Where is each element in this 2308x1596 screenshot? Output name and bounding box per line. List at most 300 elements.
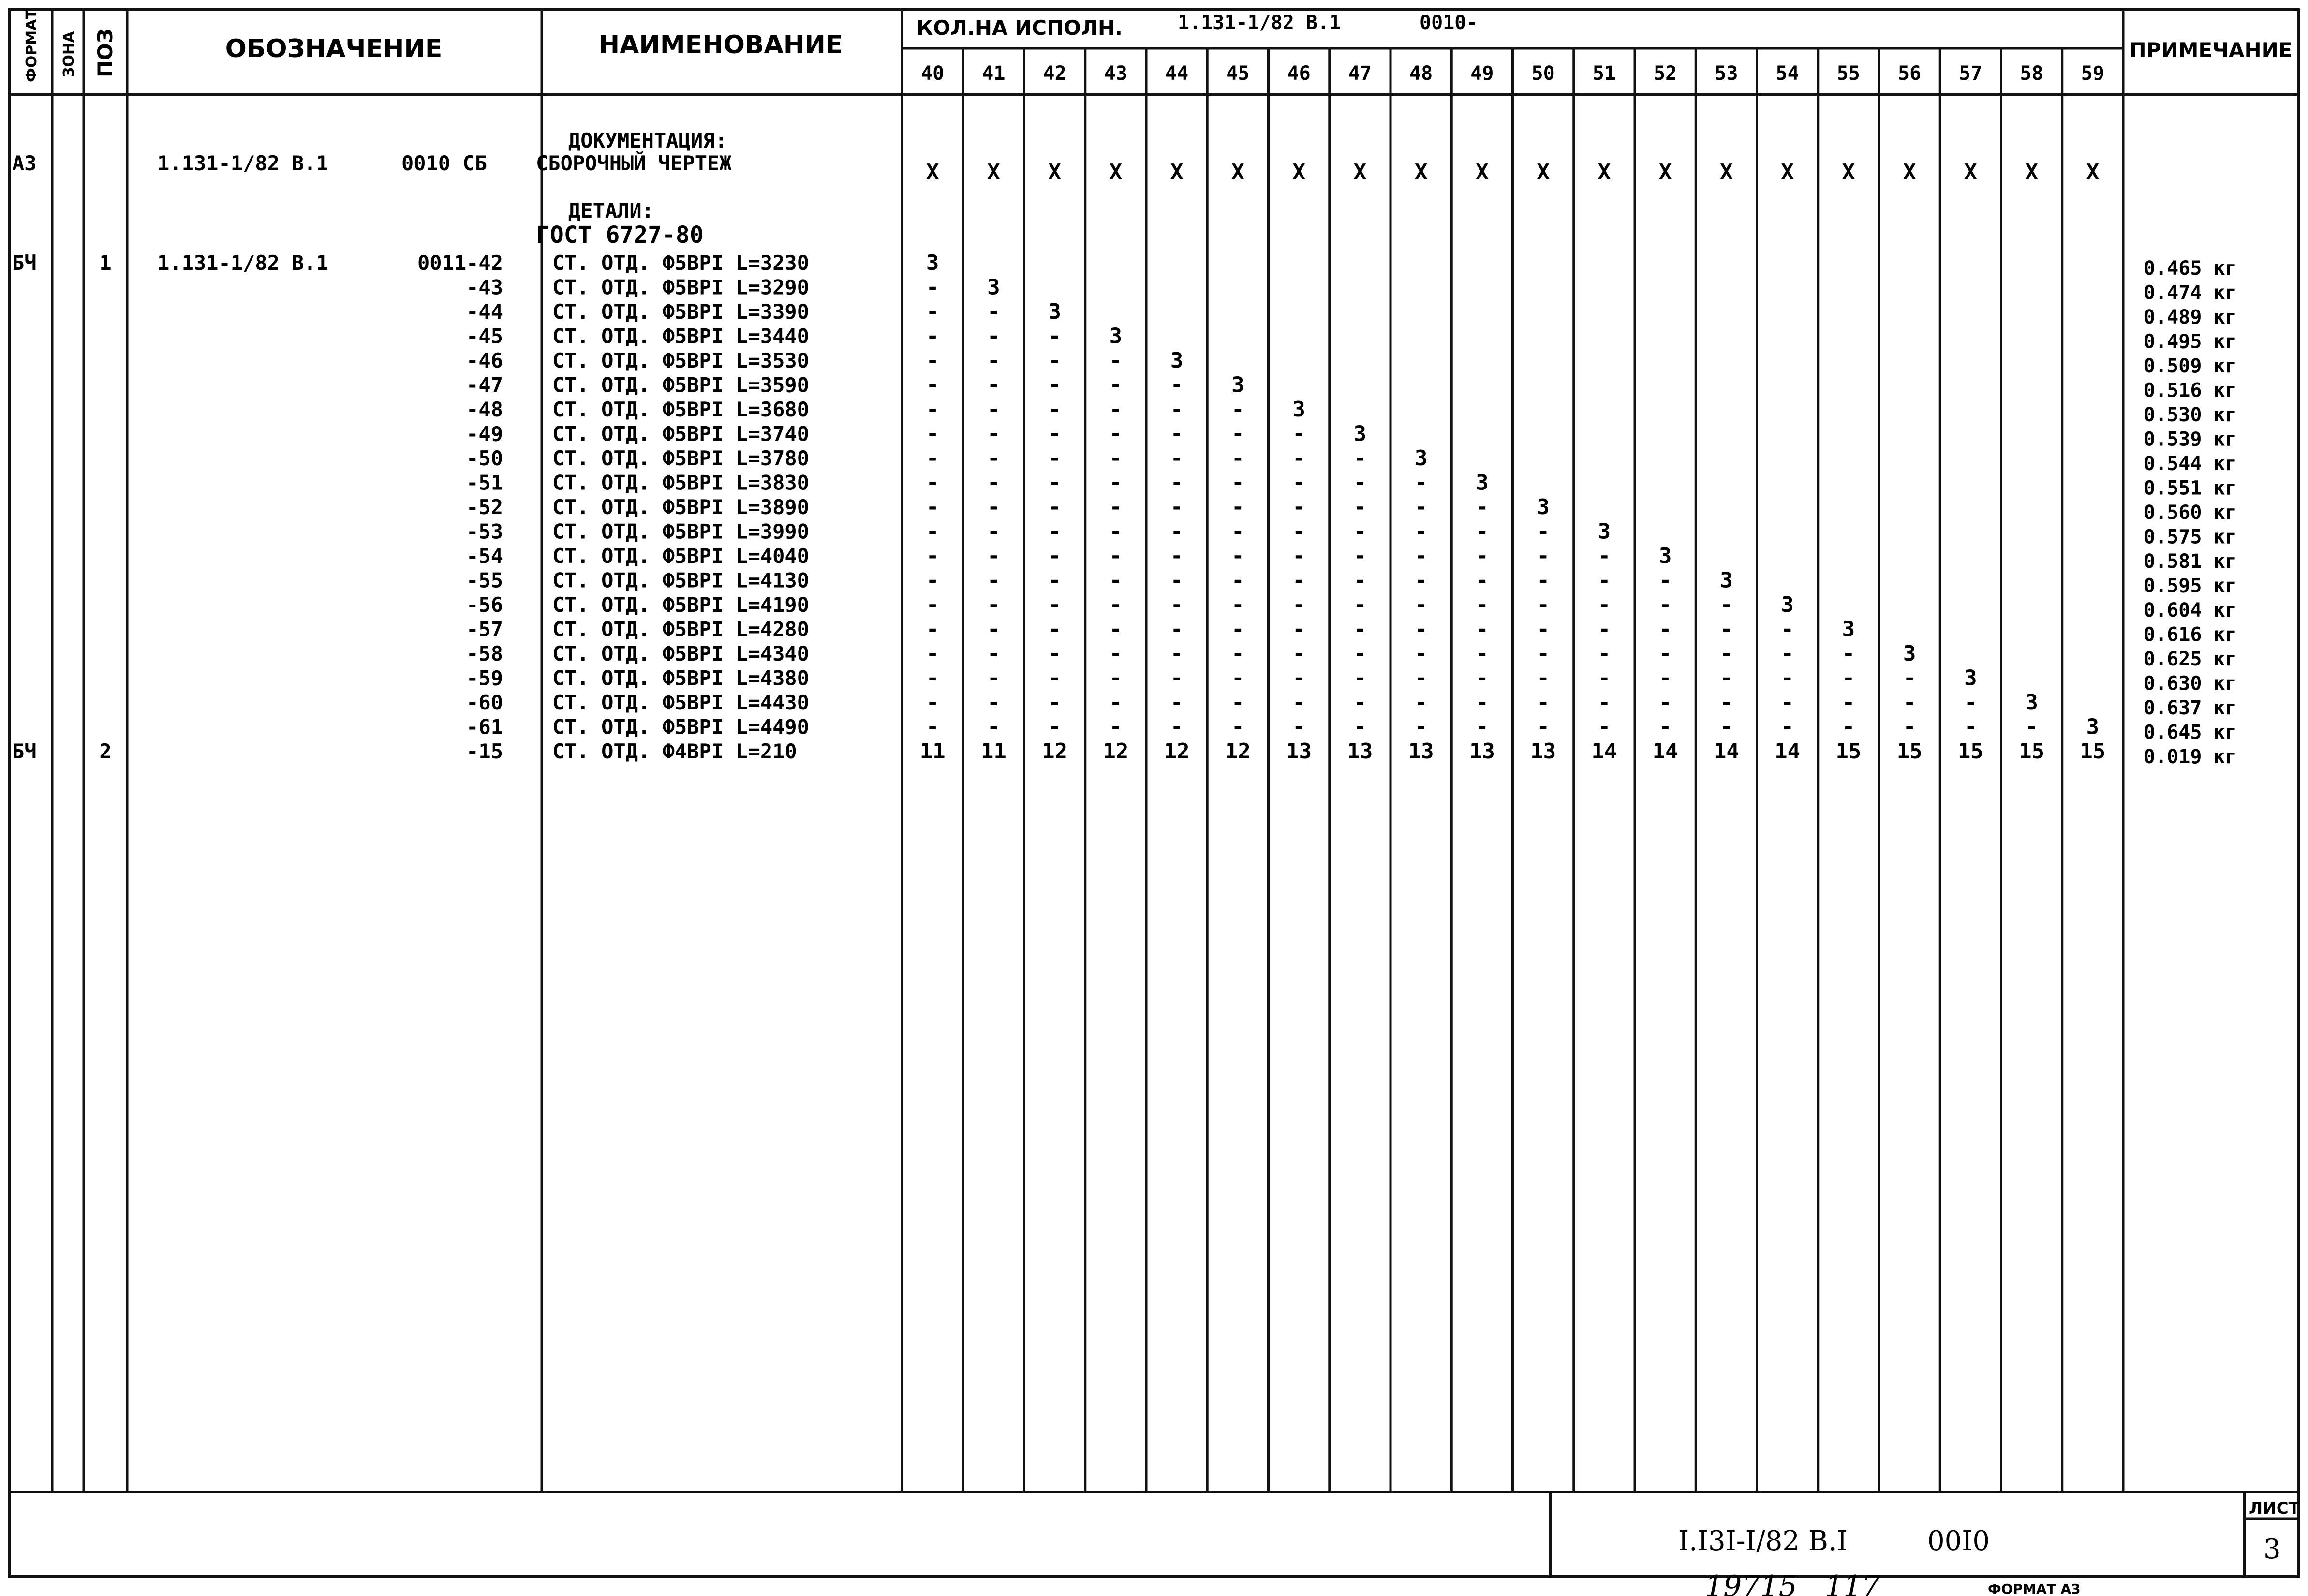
row-quantity: - (1414, 470, 1428, 495)
row-quantity: - (1658, 665, 1672, 691)
row-quantity: - (1231, 617, 1244, 642)
row-quantity: - (1720, 714, 1733, 739)
row-quantity: - (1903, 690, 1916, 715)
row-quantity: - (1598, 714, 1611, 739)
row-quantity: - (1109, 421, 1123, 446)
row-name: СТ. ОТД. Ф5ВРI L=3680 (552, 398, 810, 421)
documentation-mark: X (1231, 160, 1244, 184)
doc-heading: ДОКУМЕНТАЦИЯ: (568, 129, 727, 152)
row-quantity: - (1170, 495, 1184, 519)
row-quantity: - (926, 617, 939, 642)
row-quantity: 3 (1414, 446, 1428, 471)
variant-header: 50 (1531, 62, 1555, 85)
row-quantity: - (987, 397, 1000, 422)
row-quantity: - (1353, 665, 1367, 691)
row-quantity: - (1231, 641, 1244, 666)
row-quantity: - (1231, 568, 1244, 593)
row-quantity: 12 (1042, 739, 1068, 764)
row-note: 0.465 кг (2144, 257, 2237, 280)
variant-header: 40 (921, 62, 945, 85)
documentation-mark: X (1170, 160, 1184, 184)
row-note: 0.625 кг (2144, 648, 2237, 670)
row-quantity: - (1353, 690, 1367, 715)
row-quantity: - (1598, 690, 1611, 715)
row-quantity: - (1414, 665, 1428, 691)
doc-format: А3 (12, 151, 37, 175)
row-quantity: - (1109, 470, 1123, 495)
row-quantity: - (1231, 665, 1244, 691)
row-quantity: - (1414, 519, 1428, 544)
row-code: -49 (466, 422, 503, 446)
variant-header: 55 (1836, 62, 1860, 85)
row-quantity: - (1048, 446, 1061, 471)
row-quantity: - (1170, 592, 1184, 617)
row-note: 0.539 кг (2144, 428, 2237, 451)
row-quantity: - (1476, 495, 1489, 519)
row-quantity: - (1292, 592, 1305, 617)
row-code: -53 (466, 519, 503, 544)
row-quantity: - (1537, 714, 1550, 739)
row-quantity: - (1231, 544, 1244, 568)
sheet-label: ЛИСТ (2249, 1499, 2300, 1518)
row-quantity: - (1292, 617, 1305, 642)
row-quantity: 15 (2080, 739, 2106, 764)
row-quantity: - (926, 592, 939, 617)
row-code: -52 (466, 495, 503, 519)
col-pos-label: ПОЗ (93, 29, 117, 77)
doc-designation: 1.131-1/82 В.1 (157, 151, 329, 175)
row-quantity: - (1170, 519, 1184, 544)
row-quantity: 3 (926, 251, 939, 275)
row-quantity: - (1109, 568, 1123, 593)
row-quantity: - (1781, 714, 1794, 739)
row-quantity: - (926, 568, 939, 593)
row-quantity: - (1292, 446, 1305, 471)
row-quantity: - (1598, 544, 1611, 568)
row-quantity: - (987, 495, 1000, 519)
row-code: -57 (466, 617, 503, 641)
row-quantity: 3 (1170, 348, 1184, 373)
col-note-label: ПРИМЕЧАНИЕ (2129, 38, 2293, 62)
row-note: 0.616 кг (2144, 623, 2237, 646)
row-quantity: - (1170, 665, 1184, 691)
row-quantity: - (1476, 617, 1489, 642)
row-quantity: 3 (1292, 397, 1305, 422)
row-quantity: - (987, 617, 1000, 642)
row-quantity: - (1109, 714, 1123, 739)
row-code: -43 (466, 275, 503, 299)
row-code: -50 (466, 446, 503, 470)
row-quantity: 3 (1720, 568, 1733, 593)
row-note: 0.637 кг (2144, 697, 2237, 719)
row-quantity: - (1109, 397, 1123, 422)
row-quantity: - (1231, 592, 1244, 617)
row-quantity: - (926, 397, 939, 422)
row-quantity: - (1170, 544, 1184, 568)
qty-header-prefix: 0010- (1420, 12, 1478, 34)
row-quantity: 3 (1658, 544, 1672, 568)
row-name: СТ. ОТД. Ф5ВРI L=4430 (552, 691, 810, 714)
row-code: -55 (466, 568, 503, 592)
row-quantity: - (987, 641, 1000, 666)
row-quantity: - (1414, 568, 1428, 593)
details-heading: ДЕТАЛИ: (568, 199, 654, 222)
row-quantity: - (1292, 690, 1305, 715)
row-quantity: - (987, 324, 1000, 349)
row-quantity: - (1292, 641, 1305, 666)
row-quantity: - (926, 421, 939, 446)
row-quantity: - (1476, 641, 1489, 666)
row-name: СТ. ОТД. Ф5ВРI L=4130 (552, 568, 810, 592)
row-quantity: - (987, 592, 1000, 617)
row-quantity: - (1109, 617, 1123, 642)
row-quantity: - (1170, 690, 1184, 715)
row-quantity: - (1658, 592, 1672, 617)
row-quantity: - (1292, 495, 1305, 519)
row-note: 0.509 кг (2144, 355, 2237, 377)
row-quantity: 3 (1964, 665, 1977, 691)
row-quantity: - (1353, 519, 1367, 544)
row-quantity: - (1537, 592, 1550, 617)
row-quantity: - (1231, 470, 1244, 495)
row-quantity: - (926, 665, 939, 691)
row-quantity: - (1414, 495, 1428, 519)
row-quantity: 3 (1781, 592, 1794, 617)
col-zone-label: ЗОНА (60, 31, 77, 77)
variant-header: 45 (1226, 62, 1250, 85)
row-quantity: - (1048, 714, 1061, 739)
row-quantity: - (1414, 714, 1428, 739)
row-name: СТ. ОТД. Ф5ВРI L=4280 (552, 617, 810, 641)
row-quantity: - (1598, 592, 1611, 617)
variant-header: 57 (1959, 62, 1983, 85)
row-code: -54 (466, 544, 503, 568)
row-quantity: 11 (919, 739, 946, 764)
row-quantity: - (926, 470, 939, 495)
row-quantity: - (1109, 446, 1123, 471)
row-quantity: - (1109, 372, 1123, 398)
row-name: СТ. ОТД. Ф4ВРI L=210 (552, 739, 797, 763)
row-quantity: - (1048, 372, 1061, 398)
row-quantity: - (1781, 617, 1794, 642)
row-note: 0.581 кг (2144, 550, 2237, 573)
row-code: -58 (466, 642, 503, 665)
variant-header: 53 (1715, 62, 1738, 85)
row-quantity: - (926, 641, 939, 666)
documentation-mark: X (1414, 160, 1428, 184)
variant-header: 51 (1592, 62, 1616, 85)
row-quantity: 13 (1530, 739, 1556, 764)
row-quantity: - (987, 372, 1000, 398)
variant-header: 43 (1104, 62, 1127, 85)
row-quantity: 14 (1652, 739, 1678, 764)
gost-label: ГОСТ 6727-80 (536, 222, 704, 249)
row-quantity: - (926, 275, 939, 300)
row-quantity: - (926, 372, 939, 398)
row-quantity: 14 (1591, 739, 1617, 764)
row-quantity: - (1048, 397, 1061, 422)
row-quantity: - (1109, 348, 1123, 373)
row-quantity: - (1048, 470, 1061, 495)
documentation-mark: X (1903, 160, 1916, 184)
row-quantity: - (1353, 592, 1367, 617)
row-code: -48 (466, 398, 503, 421)
qty-header-doc: 1.131-1/82 В.1 (1178, 12, 1341, 34)
variant-header: 52 (1654, 62, 1677, 85)
row-quantity: - (1048, 421, 1061, 446)
doc-name: СБОРОЧНЫЙ ЧЕРТЕЖ (536, 151, 732, 175)
row-quantity: - (1476, 544, 1489, 568)
row-name: СТ. ОТД. Ф5ВРI L=4340 (552, 642, 810, 665)
row-quantity: - (926, 519, 939, 544)
row-quantity: - (1231, 397, 1244, 422)
qty-header-label: КОЛ.НА ИСПОЛН. (917, 16, 1123, 40)
row-code: -46 (466, 349, 503, 372)
row-quantity: - (1353, 446, 1367, 471)
row-quantity: - (926, 446, 939, 471)
documentation-mark: X (926, 160, 939, 184)
row-name: СТ. ОТД. Ф5ВРI L=4380 (552, 666, 810, 690)
row-quantity: - (1109, 641, 1123, 666)
row-quantity: - (1292, 470, 1305, 495)
format-label: ФОРМАТ А3 (1988, 1581, 2081, 1596)
documentation-mark: X (1598, 160, 1611, 184)
row-quantity: - (987, 690, 1000, 715)
row-quantity: - (1353, 714, 1367, 739)
row-quantity: - (1048, 617, 1061, 642)
row-quantity: - (1109, 519, 1123, 544)
row-quantity: - (1353, 617, 1367, 642)
row-quantity: - (987, 470, 1000, 495)
row-quantity: 15 (1957, 739, 1983, 764)
row-quantity: - (926, 299, 939, 324)
row-quantity: - (1170, 568, 1184, 593)
row-quantity: - (1048, 665, 1061, 691)
row-code: -47 (466, 373, 503, 397)
sheet-frame (10, 10, 2298, 1577)
row-quantity: - (1658, 714, 1672, 739)
row-quantity: - (1048, 324, 1061, 349)
table-row (12, 739, 2237, 768)
row-quantity: 3 (1048, 299, 1061, 324)
documentation-mark: X (2086, 160, 2100, 184)
row-quantity: - (1109, 665, 1123, 691)
row-quantity: 15 (1835, 739, 1862, 764)
row-quantity: - (926, 348, 939, 373)
parts-rows (12, 251, 2237, 768)
row-quantity: - (1231, 714, 1244, 739)
row-quantity: - (1720, 617, 1733, 642)
row-name: СТ. ОТД. Ф5ВРI L=3890 (552, 495, 810, 519)
row-quantity: - (1414, 617, 1428, 642)
row-quantity: 13 (1408, 739, 1434, 764)
row-quantity: - (987, 544, 1000, 568)
row-name: СТ. ОТД. Ф5ВРI L=3290 (552, 275, 810, 299)
row-quantity: 14 (1775, 739, 1801, 764)
row-note: 0.551 кг (2144, 477, 2237, 500)
row-quantity: - (1598, 568, 1611, 593)
row-name: СТ. ОТД. Ф5ВРI L=3740 (552, 422, 810, 446)
row-quantity: - (926, 690, 939, 715)
row-quantity: - (1170, 641, 1184, 666)
row-quantity: - (1720, 641, 1733, 666)
row-quantity: - (926, 544, 939, 568)
row-quantity: - (1231, 690, 1244, 715)
row-quantity: - (1537, 690, 1550, 715)
row-note: 0.630 кг (2144, 672, 2237, 695)
row-quantity: - (1170, 714, 1184, 739)
row-quantity: 13 (1347, 739, 1373, 764)
row-quantity: - (1781, 690, 1794, 715)
row-name: СТ. ОТД. Ф5ВРI L=3530 (552, 349, 810, 372)
row-quantity: - (1414, 544, 1428, 568)
row-quantity: - (1842, 665, 1855, 691)
row-name: СТ. ОТД. Ф5ВРI L=4490 (552, 715, 810, 739)
table-row (12, 251, 2237, 280)
row-quantity: - (987, 421, 1000, 446)
row-quantity: - (1048, 641, 1061, 666)
row-quantity: - (1476, 665, 1489, 691)
row-quantity: - (1903, 714, 1916, 739)
row-quantity: - (987, 519, 1000, 544)
row-quantity: - (926, 495, 939, 519)
row-quantity: 3 (987, 275, 1000, 300)
row-name: СТ. ОТД. Ф5ВРI L=3230 (552, 251, 810, 275)
row-code: -44 (466, 300, 503, 324)
row-quantity: - (1292, 568, 1305, 593)
row-quantity: - (1414, 641, 1428, 666)
row-note: 0.530 кг (2144, 404, 2237, 426)
doc-designation-code: 0010 СБ (401, 151, 488, 175)
row-quantity: - (1476, 690, 1489, 715)
row-note: 0.645 кг (2144, 721, 2237, 744)
variant-header: 56 (1898, 62, 1922, 85)
variant-header: 48 (1409, 62, 1433, 85)
row-format: БЧ (12, 251, 37, 275)
row-note: 0.560 кг (2144, 502, 2237, 524)
row-quantity: - (1048, 495, 1061, 519)
row-quantity: - (1598, 665, 1611, 691)
row-quantity: 3 (1109, 324, 1123, 349)
row-name: СТ. ОТД. Ф5ВРI L=3780 (552, 446, 810, 470)
row-quantity: - (1170, 372, 1184, 398)
row-code: -61 (466, 715, 503, 739)
row-note: 0.495 кг (2144, 330, 2237, 353)
row-name: СТ. ОТД. Ф5ВРI L=3440 (552, 324, 810, 348)
row-quantity: - (1781, 641, 1794, 666)
row-quantity: - (1414, 592, 1428, 617)
row-quantity: 3 (2025, 690, 2038, 715)
row-note: 0.575 кг (2144, 526, 2237, 548)
variant-header: 47 (1348, 62, 1372, 85)
row-quantity: - (1109, 544, 1123, 568)
row-note: 0.489 кг (2144, 306, 2237, 328)
row-quantity: - (1842, 714, 1855, 739)
row-quantity: - (1048, 544, 1061, 568)
row-note: 0.019 кг (2144, 746, 2237, 768)
sheet-number: 3 (2264, 1534, 2281, 1565)
variant-header: 44 (1165, 62, 1189, 85)
variant-header: 54 (1775, 62, 1799, 85)
row-position: 1 (99, 251, 112, 275)
row-quantity: 12 (1225, 739, 1251, 764)
documentation-mark: X (1658, 160, 1672, 184)
row-quantity: - (987, 568, 1000, 593)
row-quantity: - (1048, 568, 1061, 593)
variant-header: 58 (2020, 62, 2043, 85)
row-name: СТ. ОТД. Ф5ВРI L=3390 (552, 300, 810, 324)
row-quantity: 12 (1164, 739, 1190, 764)
documentation-mark: X (1964, 160, 1977, 184)
row-note: 0.595 кг (2144, 575, 2237, 597)
row-quantity: 3 (1842, 617, 1855, 642)
row-name: СТ. ОТД. Ф5ВРI L=3990 (552, 519, 810, 544)
row-quantity: - (1353, 495, 1367, 519)
row-code: -51 (466, 471, 503, 495)
row-quantity: - (1476, 714, 1489, 739)
row-quantity: - (2025, 714, 2038, 739)
row-quantity: - (926, 714, 939, 739)
documentation-mark: X (1292, 160, 1305, 184)
row-quantity: 12 (1103, 739, 1129, 764)
variant-header: 41 (982, 62, 1006, 85)
row-quantity: 15 (2019, 739, 2045, 764)
row-quantity: - (1964, 690, 1977, 715)
row-quantity: - (1781, 665, 1794, 691)
row-code: -60 (466, 691, 503, 714)
row-code: -59 (466, 666, 503, 690)
row-quantity: - (1292, 714, 1305, 739)
row-quantity: - (1231, 421, 1244, 446)
row-quantity: 3 (1598, 519, 1611, 544)
documentation-mark: X (1781, 160, 1794, 184)
documentation-mark: X (1109, 160, 1123, 184)
row-quantity: - (1658, 641, 1672, 666)
row-designation: 1.131-1/82 В.1 (157, 251, 329, 275)
row-quantity: 3 (1537, 495, 1550, 519)
row-code: -45 (466, 324, 503, 348)
row-quantity: - (1292, 421, 1305, 446)
row-name: СТ. ОТД. Ф5ВРI L=4190 (552, 593, 810, 617)
row-quantity: - (1292, 665, 1305, 691)
row-quantity: 15 (1896, 739, 1923, 764)
row-quantity: - (1170, 617, 1184, 642)
documentation-mark: X (1720, 160, 1733, 184)
variant-header: 42 (1043, 62, 1066, 85)
row-quantity: - (1170, 421, 1184, 446)
row-note: 0.474 кг (2144, 281, 2237, 304)
row-quantity: - (1537, 665, 1550, 691)
row-code: -15 (466, 739, 503, 763)
row-quantity: 3 (1476, 470, 1489, 495)
row-quantity: - (1537, 568, 1550, 593)
row-quantity: 11 (980, 739, 1006, 764)
row-name: СТ. ОТД. Ф5ВРI L=3590 (552, 373, 810, 397)
row-code: 0011-42 (417, 251, 503, 275)
row-quantity: - (1048, 519, 1061, 544)
title-doc-number: I.I3I-I/82 В.I (1678, 1525, 1848, 1557)
handwritten-number: 19715 117 (1705, 1569, 1880, 1596)
row-quantity: - (1598, 641, 1611, 666)
row-quantity: - (1048, 592, 1061, 617)
row-quantity: 3 (1231, 372, 1244, 398)
row-quantity: - (1903, 665, 1916, 691)
documentation-mark: X (1476, 160, 1489, 184)
row-quantity: - (1109, 495, 1123, 519)
row-quantity: - (1353, 470, 1367, 495)
row-quantity: - (1048, 348, 1061, 373)
variant-header: 46 (1287, 62, 1311, 85)
